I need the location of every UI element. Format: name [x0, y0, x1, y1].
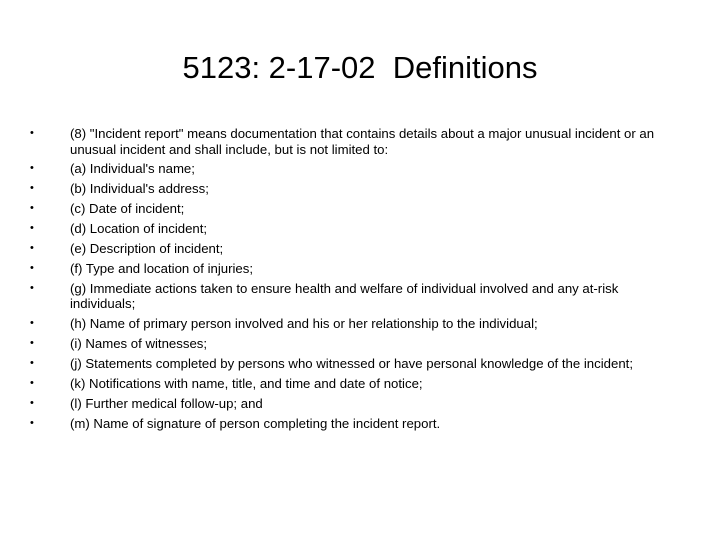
list-item-text: (i) Names of witnesses; — [70, 336, 208, 352]
list-item-text: (h) Name of primary person involved and his or her relationship to the individual; — [70, 316, 538, 332]
list-item — [30, 126, 670, 157]
bullet-icon: • — [30, 162, 34, 175]
list-item — [30, 181, 670, 197]
bullet-icon: • — [30, 127, 34, 139]
list-item — [30, 261, 670, 277]
bullet-icon: • — [30, 337, 34, 350]
list-item-text: (g) Immediate actions taken to ensure health and welfare of individual involved and any at-risk individuals; — [70, 280, 619, 312]
list-item-text: (j) Statements completed by persons who witnessed or have personal knowledge of the incident; — [70, 356, 633, 372]
list-item-text: (f) Type and location of injuries; — [70, 260, 254, 276]
list-item — [30, 416, 670, 432]
bullet-icon: • — [30, 416, 34, 429]
list-item — [30, 376, 670, 392]
list-item — [30, 241, 670, 257]
list-item — [30, 221, 670, 237]
list-item — [30, 161, 670, 177]
bullet-icon: • — [30, 281, 34, 294]
bullet-icon: • — [30, 357, 34, 370]
list-item — [30, 356, 670, 372]
slide-title: 5123: 2-17-02 Definitions — [182, 50, 538, 85]
list-item-text: (l) Further medical follow-up; and — [70, 395, 263, 411]
list-item-text: (d) Location of incident; — [70, 221, 208, 237]
definition-list — [30, 126, 670, 436]
list-item-text: (c) Date of incident; — [70, 201, 185, 217]
list-item-text: (m) Name of signature of person completing the incident report. — [70, 415, 441, 431]
list-item — [30, 396, 670, 412]
list-item — [30, 201, 670, 217]
list-item — [30, 336, 670, 352]
bullet-icon: • — [30, 317, 34, 330]
bullet-icon: • — [30, 182, 34, 195]
list-item-text: (k) Notifications with name, title, and time and date of notice; — [70, 375, 423, 391]
bullet-icon: • — [30, 376, 34, 389]
list-item-text: (a) Individual's name; — [70, 161, 195, 177]
bullet-icon: • — [30, 202, 34, 215]
bullet-icon: • — [30, 222, 34, 235]
bullet-icon: • — [30, 242, 34, 255]
bullet-icon: • — [30, 396, 34, 409]
list-item-text: (e) Description of incident; — [70, 241, 224, 257]
list-item-text: (8) "Incident report" means documentation that contains details about a major unusual incident or an unusual incident and shall include, but is not limited to: — [70, 126, 655, 157]
list-item — [30, 316, 670, 332]
bullet-icon: • — [30, 261, 34, 274]
list-item-text: (b) Individual's address; — [70, 181, 209, 197]
list-item — [30, 281, 670, 312]
